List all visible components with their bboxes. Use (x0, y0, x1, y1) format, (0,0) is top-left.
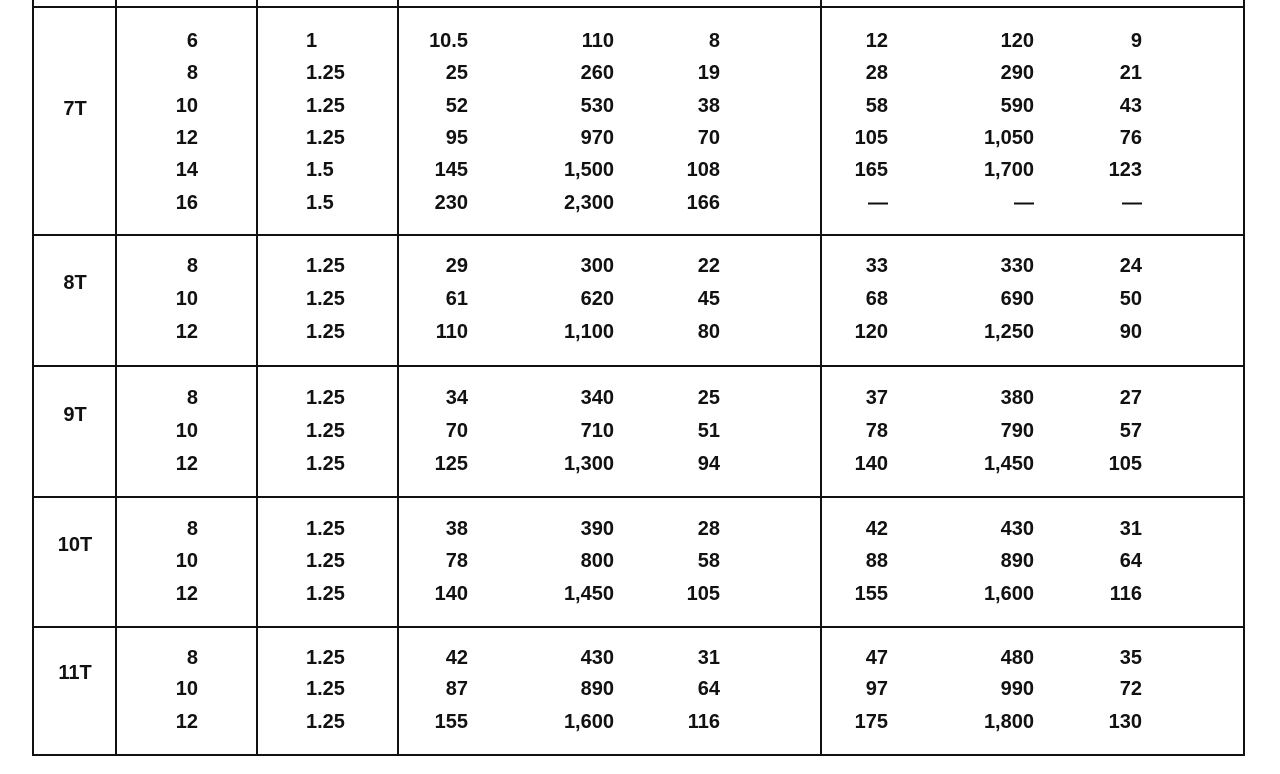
cell-diameter: 8 (186, 255, 198, 277)
cell-torque-b-nm: 42 (865, 518, 888, 540)
cell-torque-b-kgfcm: 1,250 (983, 321, 1034, 343)
grade-label: 11T (58, 662, 92, 684)
cell-pitch: 1.25 (306, 420, 345, 442)
cell-torque-b-kgfcm: 1,700 (983, 159, 1034, 181)
cell-diameter: 10 (175, 95, 198, 117)
torque-spec-table (32, 0, 1245, 756)
cell-torque-a-kgfcm: 1,500 (563, 159, 614, 181)
cell-pitch: 1.25 (306, 453, 345, 475)
cell-torque-b-kgfcm: 1,050 (983, 127, 1034, 149)
cell-torque-b-ftlbf: 31 (1119, 518, 1142, 540)
cell-torque-a-kgfcm: 970 (580, 127, 614, 149)
grade-label: 7T (63, 98, 87, 120)
cell-torque-b-ftlbf: 43 (1119, 95, 1142, 117)
cell-torque-a-kgfcm: 1,300 (563, 453, 614, 475)
cell-pitch: 1.25 (306, 583, 345, 605)
cell-torque-a-ftlbf: 28 (697, 518, 720, 540)
cell-torque-a-nm: 95 (445, 127, 468, 149)
cell-torque-a-kgfcm: 800 (580, 550, 614, 572)
cell-torque-a-ftlbf: 31 (697, 647, 720, 669)
group-divider (34, 626, 1243, 628)
cell-torque-a-nm: 52 (445, 95, 468, 117)
cell-torque-b-kgfcm: 790 (1000, 420, 1034, 442)
cell-torque-b-nm: 68 (865, 288, 888, 310)
cell-torque-b-nm: 37 (865, 387, 888, 409)
cell-torque-a-nm: 140 (434, 583, 468, 605)
cell-torque-b-nm: 58 (865, 95, 888, 117)
cell-torque-a-ftlbf: 108 (686, 159, 720, 181)
cell-torque-b-nm: 33 (865, 255, 888, 277)
cell-torque-a-nm: 25 (445, 62, 468, 84)
cell-torque-b-ftlbf: 21 (1119, 62, 1142, 84)
cell-torque-a-kgfcm: 710 (580, 420, 614, 442)
cell-torque-b-ftlbf: 116 (1109, 583, 1142, 605)
cell-torque-b-ftlbf: 27 (1119, 387, 1142, 409)
grade-label: 8T (63, 272, 87, 294)
cell-torque-a-ftlbf: 25 (697, 387, 720, 409)
cell-torque-b-ftlbf: 50 (1119, 288, 1142, 310)
cell-torque-b-kgfcm: 1,800 (983, 711, 1034, 733)
grade-label: 10T (57, 534, 93, 556)
cell-diameter: 8 (186, 647, 198, 669)
cell-torque-b-nm: 120 (854, 321, 888, 343)
cell-torque-a-kgfcm: 300 (580, 255, 614, 277)
cell-diameter: 10 (175, 550, 198, 572)
cell-torque-b-kgfcm: 690 (1000, 288, 1034, 310)
cell-torque-b-nm: 12 (865, 30, 888, 52)
cell-diameter: 10 (175, 288, 198, 310)
cell-torque-a-ftlbf: 64 (697, 678, 720, 700)
cell-torque-a-kgfcm: 430 (580, 647, 614, 669)
cell-diameter: 12 (175, 127, 198, 149)
cell-diameter: 10 (175, 420, 198, 442)
cell-pitch: 1.5 (306, 192, 334, 214)
cell-torque-b-kgfcm: 990 (1000, 678, 1034, 700)
cell-torque-a-nm: 61 (445, 288, 468, 310)
cell-pitch: 1.5 (306, 159, 334, 181)
cell-torque-b-nm: 47 (865, 647, 888, 669)
cell-torque-b-kgfcm: 430 (1000, 518, 1034, 540)
cell-pitch: 1 (306, 30, 318, 52)
cell-torque-b-ftlbf: — (1122, 192, 1142, 214)
cell-torque-a-ftlbf: 116 (687, 711, 720, 733)
cell-pitch: 1.25 (306, 255, 345, 277)
cell-torque-a-kgfcm: 890 (580, 678, 614, 700)
column-divider (820, 0, 822, 754)
cell-torque-a-ftlbf: 94 (697, 453, 720, 475)
cell-torque-a-ftlbf: 38 (697, 95, 720, 117)
cell-torque-b-nm: — (868, 192, 888, 214)
cell-torque-b-nm: 78 (865, 420, 888, 442)
cell-torque-a-ftlbf: 80 (697, 321, 720, 343)
cell-torque-a-nm: 230 (434, 192, 468, 214)
cell-torque-a-kgfcm: 1,100 (563, 321, 614, 343)
cell-torque-a-kgfcm: 390 (580, 518, 614, 540)
cell-torque-b-nm: 175 (854, 711, 888, 733)
cell-torque-a-kgfcm: 1,450 (563, 583, 614, 605)
top-rule (34, 6, 1243, 8)
cell-pitch: 1.25 (306, 288, 345, 310)
cell-torque-a-kgfcm: 530 (580, 95, 614, 117)
cell-diameter: 12 (175, 583, 198, 605)
cell-torque-b-kgfcm: 1,600 (983, 583, 1034, 605)
cell-torque-a-kgfcm: 620 (580, 288, 614, 310)
cell-torque-b-kgfcm: 380 (1000, 387, 1034, 409)
cell-torque-b-nm: 105 (854, 127, 888, 149)
cell-torque-b-ftlbf: 35 (1119, 647, 1142, 669)
cell-torque-b-nm: 97 (865, 678, 888, 700)
cell-torque-b-ftlbf: 76 (1119, 127, 1142, 149)
cell-pitch: 1.25 (306, 321, 345, 343)
grade-label: 9T (63, 404, 87, 426)
cell-torque-b-nm: 88 (865, 550, 888, 572)
cell-torque-b-ftlbf: 57 (1119, 420, 1142, 442)
cell-diameter: 8 (186, 518, 198, 540)
cell-diameter: 10 (175, 678, 198, 700)
cell-torque-b-ftlbf: 90 (1119, 321, 1142, 343)
cell-torque-b-kgfcm: — (1014, 192, 1034, 214)
cell-torque-a-ftlbf: 58 (697, 550, 720, 572)
cell-diameter: 16 (175, 192, 198, 214)
cell-torque-b-ftlbf: 72 (1119, 678, 1142, 700)
cell-torque-b-ftlbf: 9 (1130, 30, 1142, 52)
cell-diameter: 12 (175, 321, 198, 343)
cell-torque-b-kgfcm: 1,450 (983, 453, 1034, 475)
cell-diameter: 12 (175, 453, 198, 475)
cell-torque-b-nm: 155 (854, 583, 888, 605)
group-divider (34, 365, 1243, 367)
cell-torque-b-ftlbf: 24 (1119, 255, 1142, 277)
cell-torque-a-ftlbf: 105 (686, 583, 720, 605)
cell-pitch: 1.25 (306, 127, 345, 149)
cell-torque-b-kgfcm: 330 (1000, 255, 1034, 277)
cell-torque-b-kgfcm: 480 (1000, 647, 1034, 669)
cell-torque-a-nm: 125 (434, 453, 468, 475)
cell-diameter: 12 (175, 711, 198, 733)
cell-diameter: 14 (175, 159, 198, 181)
cell-torque-b-kgfcm: 890 (1000, 550, 1034, 572)
cell-torque-b-nm: 140 (854, 453, 888, 475)
cell-pitch: 1.25 (306, 678, 345, 700)
cell-torque-a-kgfcm: 340 (580, 387, 614, 409)
cell-torque-a-nm: 34 (445, 387, 468, 409)
cell-torque-b-nm: 28 (865, 62, 888, 84)
group-divider (34, 496, 1243, 498)
cell-torque-a-ftlbf: 45 (697, 288, 720, 310)
cell-pitch: 1.25 (306, 550, 345, 572)
cell-torque-a-ftlbf: 166 (686, 192, 720, 214)
cell-torque-b-kgfcm: 590 (1000, 95, 1034, 117)
cell-torque-b-ftlbf: 130 (1108, 711, 1142, 733)
cell-torque-a-ftlbf: 51 (697, 420, 720, 442)
cell-torque-a-nm: 87 (445, 678, 468, 700)
cell-torque-a-nm: 155 (434, 711, 468, 733)
cell-pitch: 1.25 (306, 711, 345, 733)
cell-torque-a-nm: 145 (434, 159, 468, 181)
cell-torque-b-ftlbf: 64 (1119, 550, 1142, 572)
cell-diameter: 6 (186, 30, 198, 52)
cell-torque-a-kgfcm: 2,300 (563, 192, 614, 214)
cell-torque-a-nm: 29 (445, 255, 468, 277)
cell-torque-b-kgfcm: 120 (1000, 30, 1034, 52)
cell-diameter: 8 (186, 387, 198, 409)
cell-torque-a-ftlbf: 19 (697, 62, 720, 84)
cell-torque-a-nm: 38 (445, 518, 468, 540)
cell-torque-b-kgfcm: 290 (1000, 62, 1034, 84)
cell-torque-a-nm: 70 (445, 420, 468, 442)
cell-diameter: 8 (186, 62, 198, 84)
cell-torque-a-ftlbf: 8 (708, 30, 720, 52)
cell-torque-b-ftlbf: 123 (1108, 159, 1142, 181)
cell-pitch: 1.25 (306, 95, 345, 117)
cell-torque-a-ftlbf: 22 (697, 255, 720, 277)
cell-pitch: 1.25 (306, 518, 345, 540)
cell-torque-a-kgfcm: 1,600 (563, 711, 614, 733)
cell-torque-a-nm: 10.5 (429, 30, 468, 52)
cell-torque-a-kgfcm: 110 (581, 30, 614, 52)
cell-torque-a-nm: 78 (445, 550, 468, 572)
cell-pitch: 1.25 (306, 62, 345, 84)
cell-torque-a-kgfcm: 260 (580, 62, 614, 84)
cell-torque-a-ftlbf: 70 (697, 127, 720, 149)
column-divider (256, 0, 258, 754)
cell-torque-a-nm: 110 (435, 321, 468, 343)
cell-torque-b-nm: 165 (854, 159, 888, 181)
cell-torque-b-ftlbf: 105 (1108, 453, 1142, 475)
cell-pitch: 1.25 (306, 647, 345, 669)
column-divider (397, 0, 399, 754)
cell-pitch: 1.25 (306, 387, 345, 409)
group-divider (34, 234, 1243, 236)
cell-torque-a-nm: 42 (445, 647, 468, 669)
